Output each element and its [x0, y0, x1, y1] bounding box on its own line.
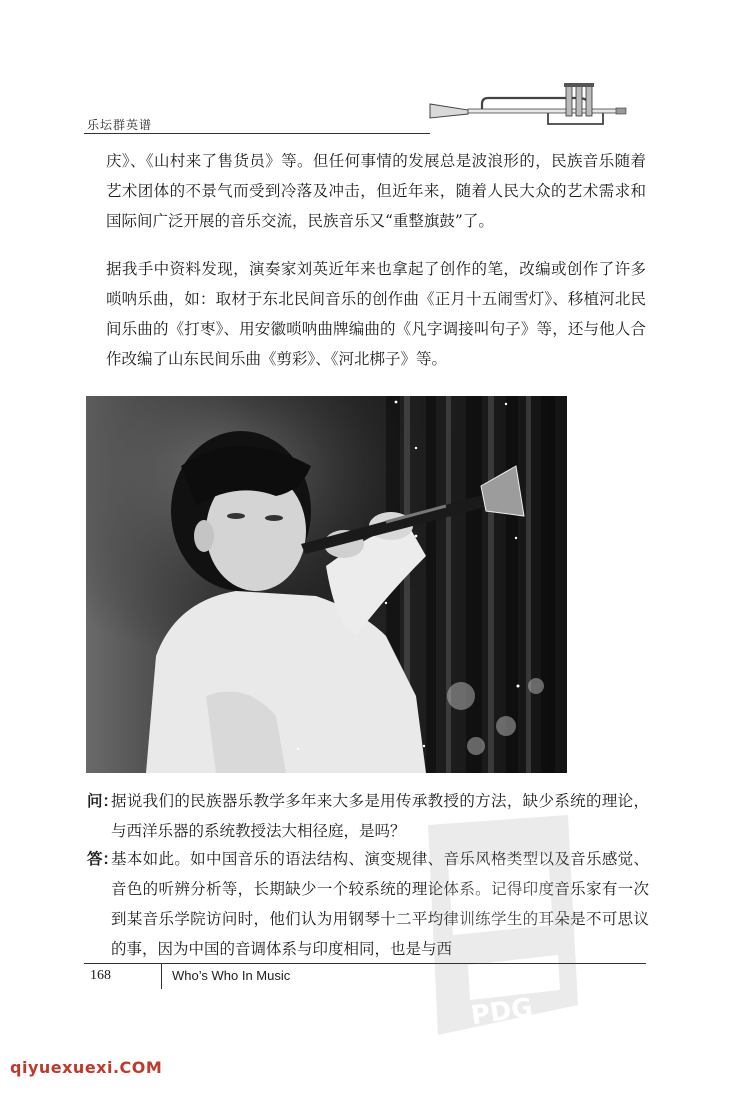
answer-text: 基本如此。如中国音乐的语法结构、演变规律、音乐风格类型以及音乐感觉、音色的听辨分析等，长期缺少一个较系统的理论体系。记得印度音乐家有一次到某音乐学院访问时，他们认为用钢琴十二平均律训练学生的耳朵是不可思议的事，因为中国的音调体系与印度相同，也是与西: [111, 850, 649, 958]
page-number: 168: [90, 968, 111, 983]
header-rule: [84, 133, 430, 134]
photo-illustration: [86, 396, 567, 773]
watermark-text: PDG: [469, 992, 535, 1032]
watermark-site: qiyuexuexi.COM: [10, 1058, 163, 1077]
footer-rule: [84, 963, 646, 964]
paragraph-1: 庆》、《山村来了售货员》等。但任何事情的发展总是波浪形的，民族音乐随着艺术团体的不景气而受到冷落及冲击，但近年来，随着人民大众的艺术需求和国际间广泛开展的音乐交流，民族音乐又“重整旗鼓”了。: [106, 152, 646, 230]
answer-mark: 答：: [87, 850, 119, 868]
running-header: 乐坛群英谱: [87, 118, 153, 132]
footer-separator: [161, 963, 162, 989]
seal-icon: [408, 805, 588, 1045]
paragraph-2: 据我手中资料发现，演奏家刘英近年来也拿起了创作的笔，改编或创作了许多唢呐乐曲，如：取材于东北民间音乐的创作曲《正月十五闹雪灯》、移植河北民间乐曲的《打枣》、用安徽唢呐曲牌编曲的《凡字调接叫句子》等，还与他人合作改编了山东民间乐曲《剪彩》、《河北梆子》等。: [106, 260, 646, 368]
question-mark: 问：: [87, 792, 119, 810]
footer-book-title: Who’s Who In Music: [172, 968, 291, 983]
suona-player-photo: [86, 396, 567, 773]
question-text: 据说我们的民族器乐教学多年来大多是用传承教授的方法，缺少系统的理论，与西洋乐器的系统教授法大相径庭，是吗？: [111, 792, 649, 840]
trumpet-icon: [428, 74, 628, 134]
